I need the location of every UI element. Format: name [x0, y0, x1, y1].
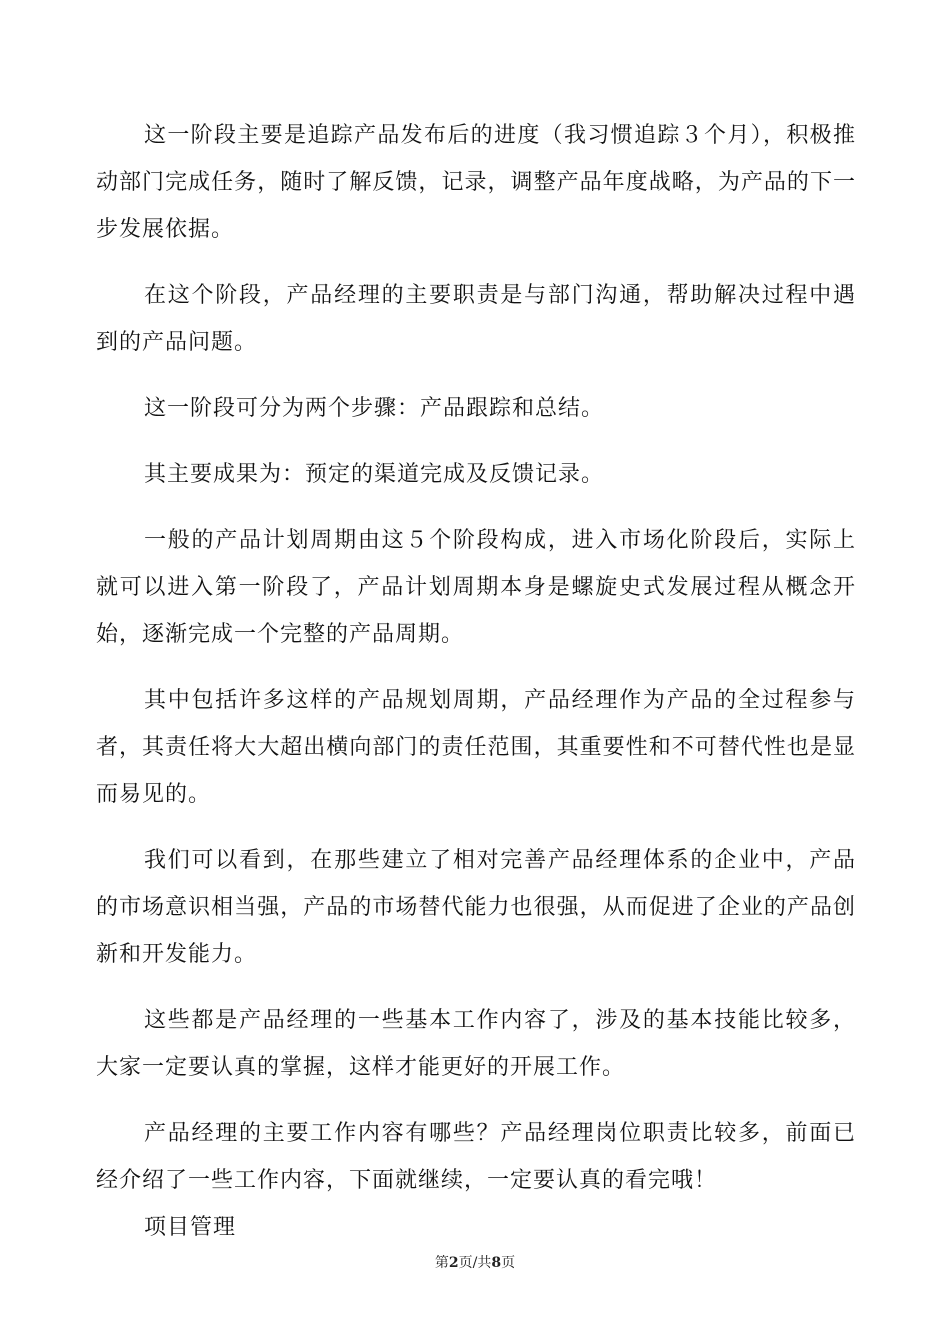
paragraph-3: 这一阶段可分为两个步骤：产品跟踪和总结。: [144, 396, 605, 421]
paragraph-7: 我们可以看到，在那些建立了相对完善产品经理体系的企业中，产品的市场意识相当强，产品的市场替代能力也很强，从而促进了企业的产品创新和开发能力。: [96, 848, 856, 967]
paragraph-4: 其主要成果为：预定的渠道完成及反馈记录。: [144, 462, 605, 487]
footer-suffix: 页: [501, 1255, 516, 1271]
section-heading: 项目管理: [144, 1215, 237, 1240]
paragraph-2: 在这个阶段，产品经理的主要职责是与部门沟通，帮助解决过程中遇到的产品问题。: [96, 283, 856, 355]
paragraph-8: 这些都是产品经理的一些基本工作内容了，涉及的基本技能比较多，大家一定要认真的掌握，这样才能更好的开展工作。: [96, 1008, 856, 1080]
paragraph-6: 其中包括许多这样的产品规划周期，产品经理作为产品的全过程参与者，其责任将大大超出横向部门的责任范围，其重要性和不可替代性也是显而易见的。: [96, 688, 856, 807]
page-footer: [0, 1252, 950, 1272]
footer-total-pages: 8: [491, 1255, 502, 1271]
footer-middle: 页/共: [458, 1255, 492, 1271]
paragraph-5: 一般的产品计划周期由这５个阶段构成，进入市场化阶段后，实际上就可以进入第一阶段了，产品计划周期本身是螺旋史式发展过程从概念开始，逐渐完成一个完整的产品周期。: [96, 528, 856, 647]
document-body: [96, 112, 856, 1251]
paragraph-9: 产品经理的主要工作内容有哪些？产品经理岗位职责比较多，前面已经介绍了一些工作内容，下面就继续，一定要认真的看完哦！: [96, 1121, 856, 1193]
paragraph-1: 这一阶段主要是追踪产品发布后的进度（我习惯追踪３个月），积极推动部门完成任务，随时了解反馈，记录，调整产品年度战略，为产品的下一步发展依据。: [96, 123, 856, 242]
footer-prefix: 第: [434, 1255, 449, 1271]
footer-current-page: 2: [448, 1255, 459, 1271]
